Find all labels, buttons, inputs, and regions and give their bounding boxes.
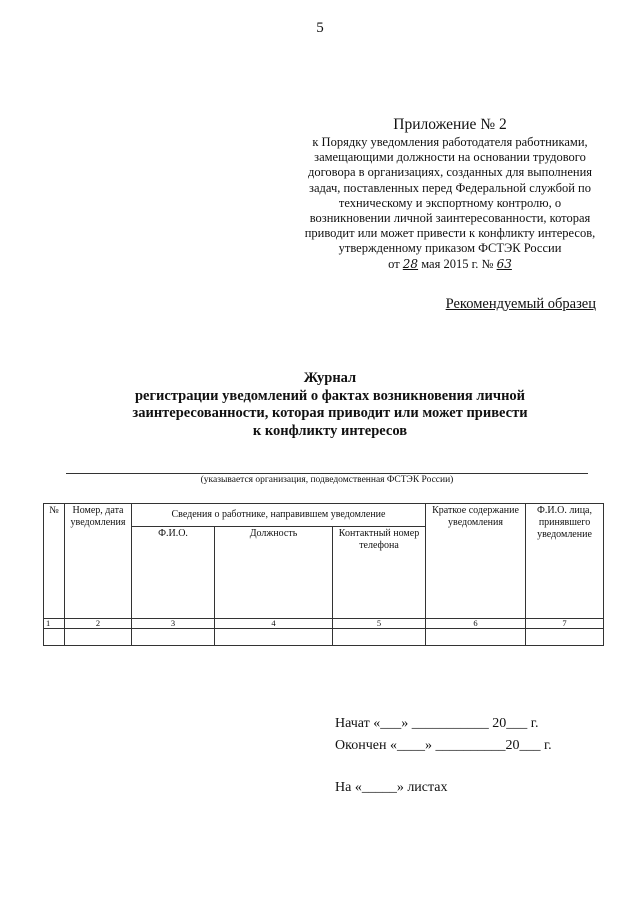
header-receiver: Ф.И.О. лица, принявшего уведомление [526,504,604,619]
organization-line [66,473,588,474]
sheets-line: На «_____» листах [335,780,448,795]
header-position: Должность [215,527,333,619]
order-number: 63 [496,256,512,271]
table-cell [333,629,426,646]
order-prefix: от [388,256,403,271]
column-number: 1 [44,619,65,629]
appendix-title: Приложение № 2 [393,116,507,133]
column-number: 5 [333,619,426,629]
sample-label: Рекомендуемый образец [445,296,596,312]
appendix-line: приводит или может привести к конфликту интересов, [304,226,596,241]
header-row [44,504,604,527]
table-cell [44,629,65,646]
journal-title-line: регистрации уведомлений о фактах возникновения личной [134,387,526,404]
appendix-line: замещающими должности на основании трудового [314,150,586,165]
order-reference [285,257,615,272]
appendix-line: задач, поставленных перед Федеральной службой по [309,180,591,195]
appendix-line: утвержденному приказом ФСТЭК России [338,241,562,256]
started-line: Начат «___» ___________ 20___ г. [335,716,539,731]
header-number: № [44,504,65,619]
column-number: 6 [426,619,526,629]
organization-caption: (указывается организация, подведомственная ФСТЭК России) [200,475,454,485]
appendix-block [285,116,615,272]
appendix-line: техническому и экспортному контролю, о [338,195,562,210]
column-number: 7 [526,619,604,629]
table-cell [526,629,604,646]
header-phone: Контактный номер телефона [333,527,426,619]
order-day: 28 [402,256,419,271]
column-number: 4 [215,619,333,629]
header-employee-group: Сведения о работнике, направившем уведомление [132,504,426,527]
journal-title [90,370,570,440]
appendix-line: возникновении личной заинтересованности, которая [309,211,591,226]
journal-table [43,503,604,646]
journal-title-line: заинтересованности, которая приводит или может привести [132,405,528,421]
header-notice-number-date: Номер, дата уведомления [65,504,132,619]
column-number: 2 [65,619,132,629]
order-middle: мая 2015 г. № [418,256,497,271]
table-cell [215,629,333,646]
table-cell [426,629,526,646]
journal-title-line: Журнал [303,370,357,386]
journal-title-line: к конфликту интересов [252,422,408,439]
header-fio: Ф.И.О. [132,527,215,619]
header-summary: Краткое содержание уведомления [426,504,526,619]
appendix-line: договора в организациях, созданных для выполнения [307,165,593,180]
signoff-block [335,713,552,799]
finished-line: Окончен «____» __________20___ г. [335,738,552,753]
table-row [44,629,604,646]
column-number: 3 [132,619,215,629]
appendix-line: к Порядку уведомления работодателя работниками, [312,135,588,149]
page-number: 5 [316,20,324,36]
table-cell [132,629,215,646]
column-number-row [44,619,604,629]
table-cell [65,629,132,646]
